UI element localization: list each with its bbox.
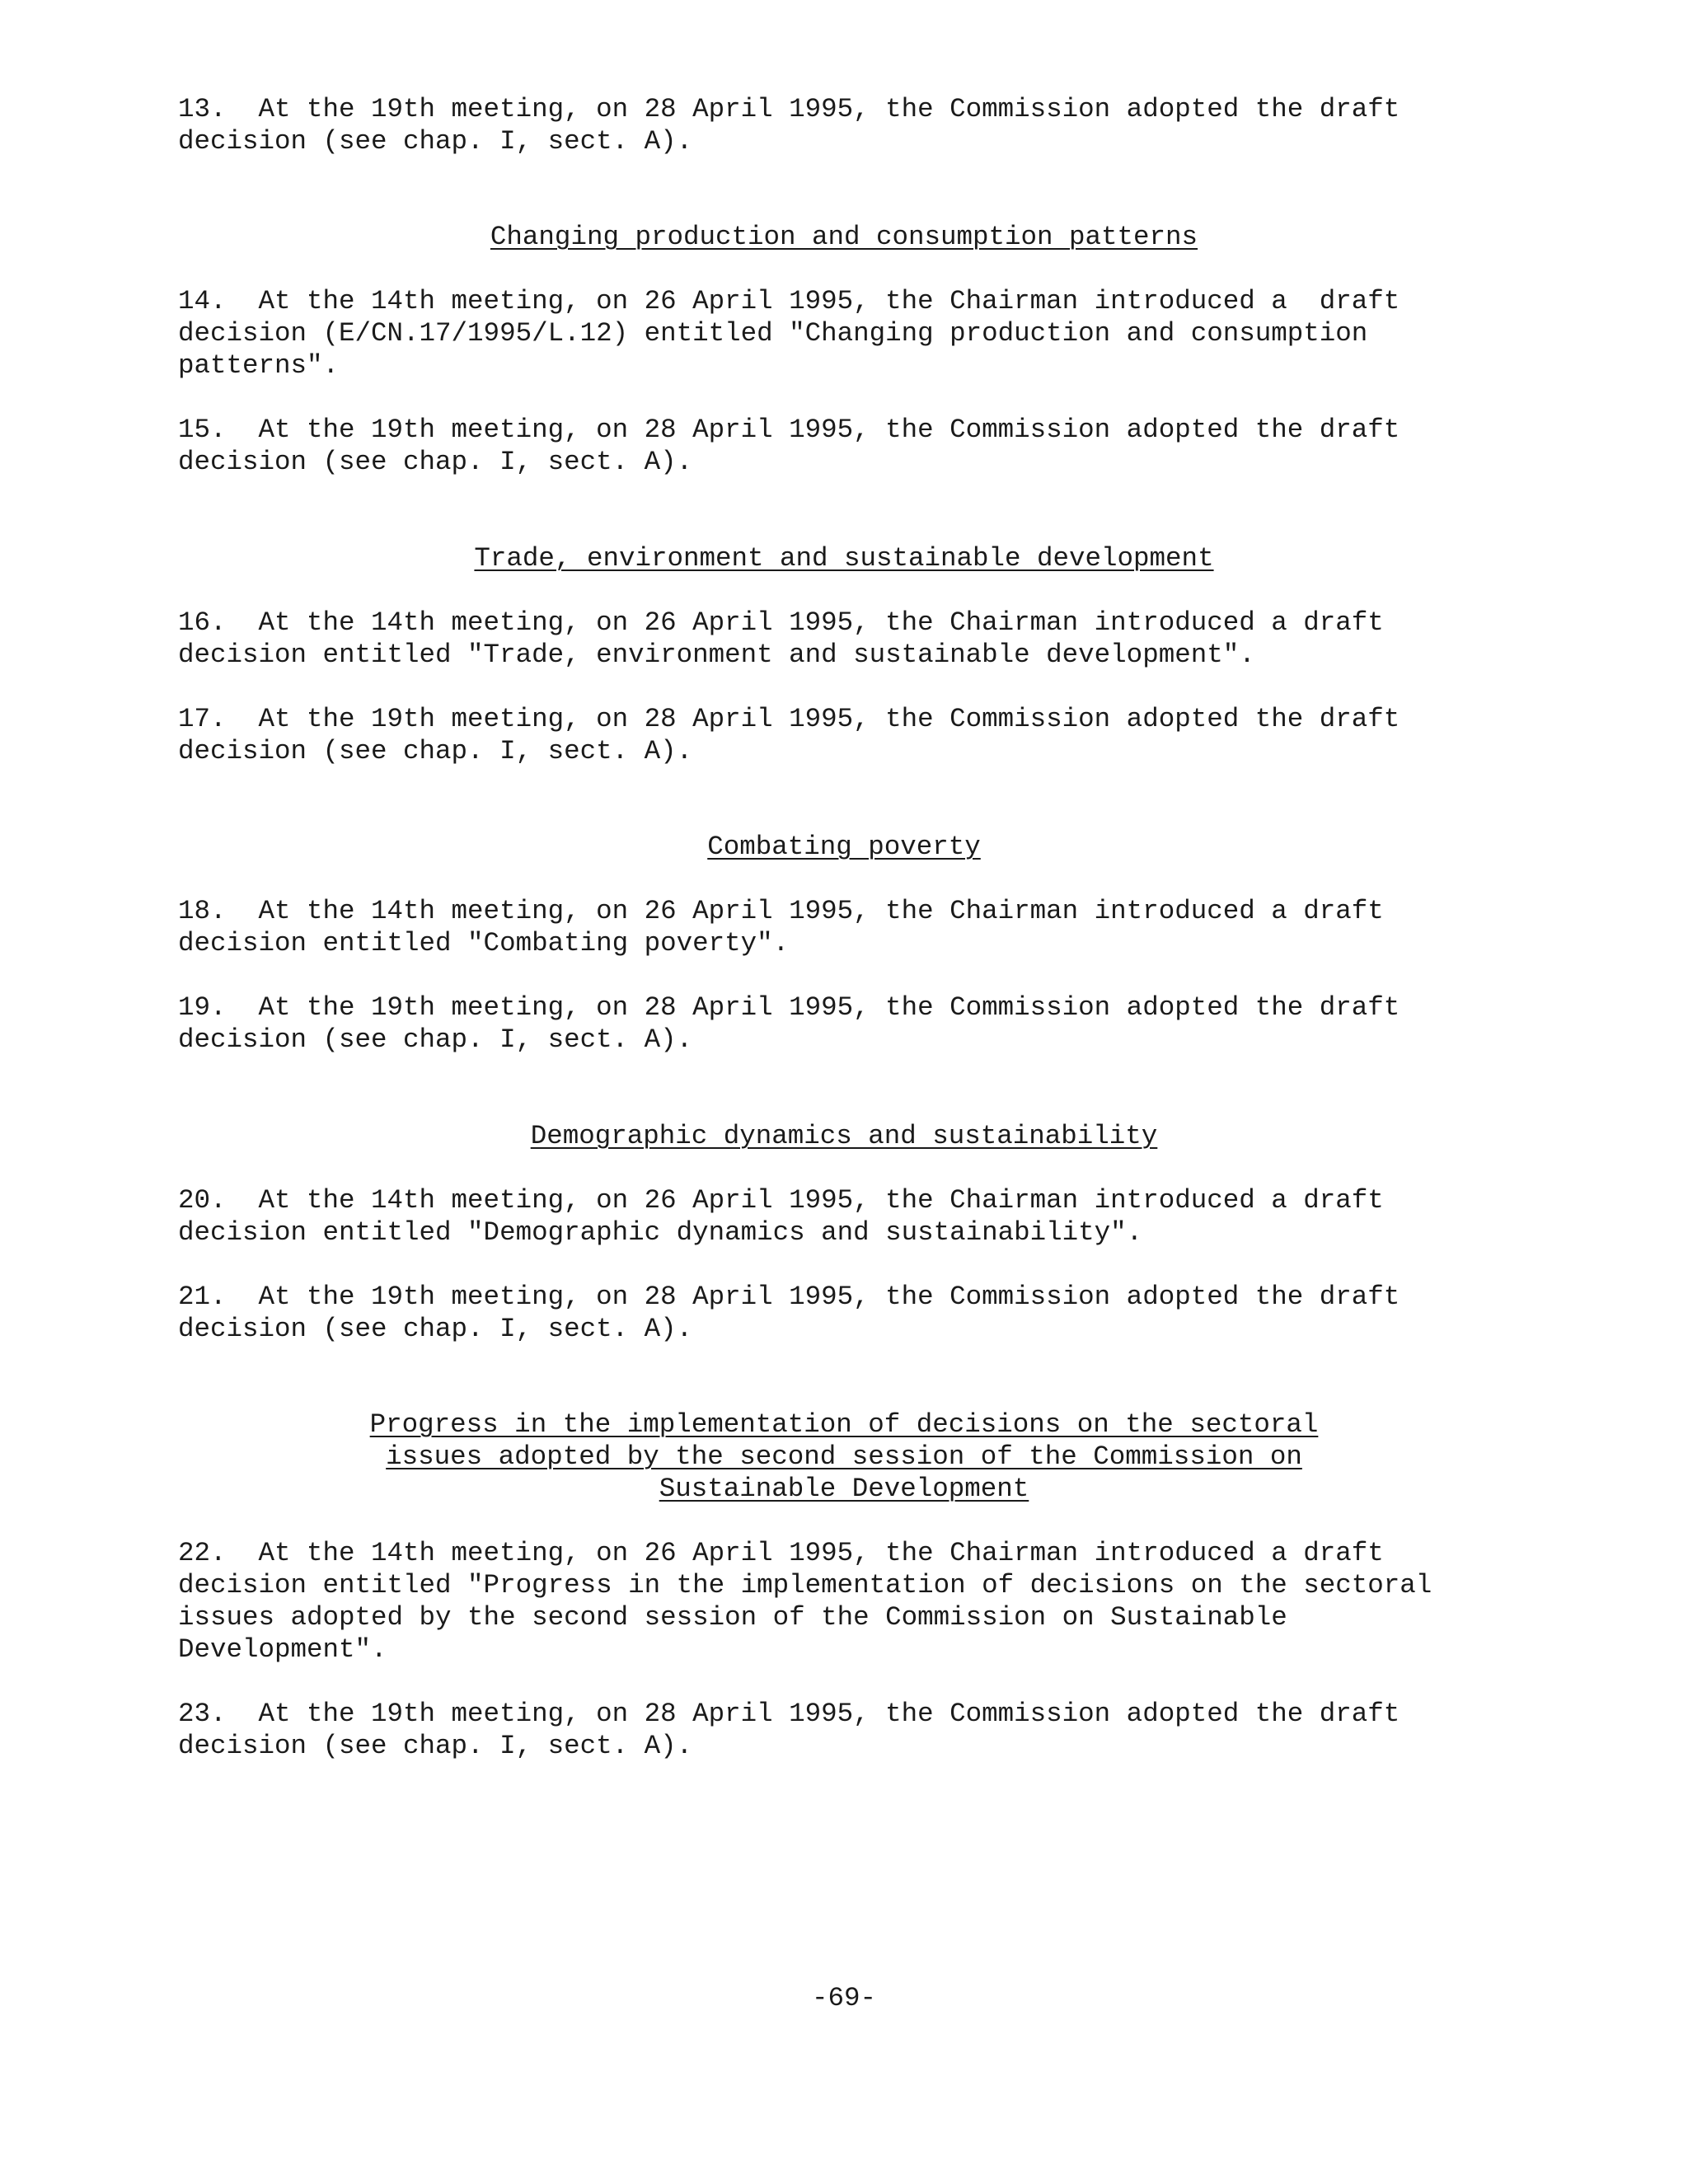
paragraph-17-line-2: decision (see chap. I, sect. A).	[178, 736, 693, 766]
paragraph-19-line-1: 19. At the 19th meeting, on 28 April 1995, the Commission adopted the draft	[178, 992, 1400, 1023]
paragraph-21-line-2: decision (see chap. I, sect. A).	[178, 1314, 693, 1344]
section-heading-trade-environment	[0, 542, 1688, 574]
paragraph-15-line-1: 15. At the 19th meeting, on 28 April 1995, the Commission adopted the draft	[178, 415, 1400, 445]
section-heading-progress-line-3	[0, 1473, 1688, 1505]
section-heading-text: Changing production and consumption patterns	[490, 222, 1198, 252]
paragraph-18-line-1: 18. At the 14th meeting, on 26 April 1995, the Chairman introduced a draft	[178, 896, 1384, 926]
section-heading-text: Sustainable Development	[659, 1474, 1029, 1504]
section-heading-progress-line-2	[0, 1441, 1688, 1473]
paragraph-23-line-2: decision (see chap. I, sect. A).	[178, 1731, 693, 1761]
paragraph-16-line-1: 16. At the 14th meeting, on 26 April 1995, the Chairman introduced a draft	[178, 607, 1384, 638]
paragraph-22-line-3: issues adopted by the second session of the Commission on Sustainable	[178, 1602, 1287, 1633]
paragraph-21-line-1: 21. At the 19th meeting, on 28 April 1995, the Commission adopted the draft	[178, 1282, 1400, 1312]
paragraph-23-line-1: 23. At the 19th meeting, on 28 April 1995, the Commission adopted the draft	[178, 1699, 1400, 1729]
section-heading-text: Demographic dynamics and sustainability	[530, 1121, 1158, 1151]
paragraph-14-line-3: patterns".	[178, 350, 340, 381]
paragraph-22-line-1: 22. At the 14th meeting, on 26 April 1995, the Chairman introduced a draft	[178, 1538, 1384, 1568]
paragraph-13-line-2: decision (see chap. I, sect. A).	[178, 126, 693, 157]
section-heading-demographic-dynamics	[0, 1120, 1688, 1152]
paragraph-19-line-2: decision (see chap. I, sect. A).	[178, 1024, 693, 1055]
section-heading-text: Combating poverty	[707, 832, 981, 862]
page-number: -69-	[811, 1983, 876, 2013]
section-heading-changing-production	[0, 221, 1688, 253]
paragraph-13-line-1: 13. At the 19th meeting, on 28 April 1995, the Commission adopted the draft	[178, 94, 1400, 124]
paragraph-14-line-1: 14. At the 14th meeting, on 26 April 1995, the Chairman introduced a draft	[178, 286, 1400, 316]
paragraph-20-line-1: 20. At the 14th meeting, on 26 April 1995, the Chairman introduced a draft	[178, 1185, 1384, 1216]
paragraph-14-line-2: decision (E/CN.17/1995/L.12) entitled "Changing production and consumption	[178, 318, 1368, 349]
paragraph-22-line-4: Development".	[178, 1634, 387, 1665]
section-heading-combating-poverty	[0, 831, 1688, 863]
paragraph-15-line-2: decision (see chap. I, sect. A).	[178, 447, 693, 477]
section-heading-progress-line-1	[0, 1408, 1688, 1441]
paragraph-18-line-2: decision entitled "Combating poverty".	[178, 928, 790, 958]
paragraph-17-line-1: 17. At the 19th meeting, on 28 April 1995, the Commission adopted the draft	[178, 704, 1400, 734]
paragraph-16-line-2: decision entitled "Trade, environment and sustainable development".	[178, 640, 1255, 670]
paragraph-20-line-2: decision entitled "Demographic dynamics and sustainability".	[178, 1217, 1143, 1248]
section-heading-text: Progress in the implementation of decisions on the sectoral	[369, 1409, 1319, 1440]
section-heading-text: issues adopted by the second session of the Commission on	[386, 1441, 1302, 1472]
paragraph-22-line-2: decision entitled "Progress in the implementation of decisions on the sectoral	[178, 1570, 1432, 1601]
section-heading-text: Trade, environment and sustainable development	[474, 543, 1214, 574]
